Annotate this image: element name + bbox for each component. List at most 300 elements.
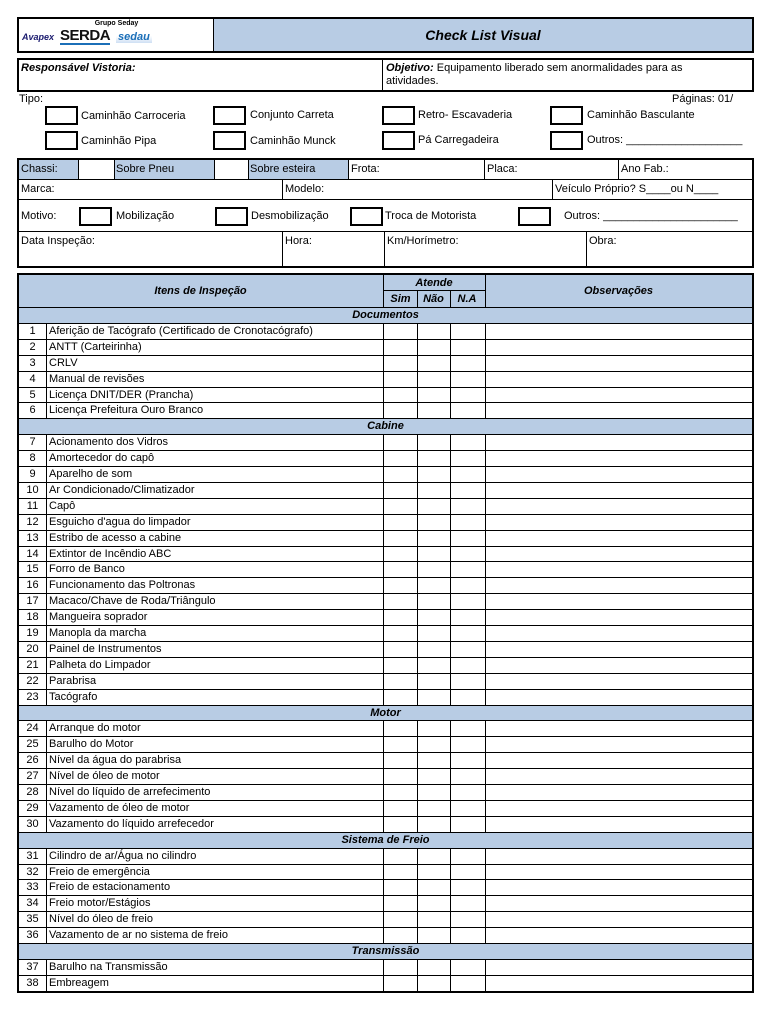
- na-cell[interactable]: [451, 880, 485, 895]
- nao-cell[interactable]: [418, 674, 451, 689]
- nao-cell[interactable]: [418, 976, 451, 991]
- tipo-caminhao-pipa: Caminhão Pipa: [81, 135, 157, 147]
- item-description: Vazamento de óleo de motor: [49, 801, 190, 814]
- sim-cell[interactable]: [384, 817, 417, 832]
- table-row: [19, 784, 752, 800]
- na-cell[interactable]: [451, 499, 485, 514]
- observacoes-cell[interactable]: [486, 849, 752, 864]
- sim-header: Sim: [390, 293, 411, 305]
- na-cell[interactable]: [451, 594, 485, 609]
- item-number: 10: [26, 483, 39, 496]
- table-row: [19, 514, 752, 530]
- tipo-pa-carregadeira: Pá Carregadeira: [418, 134, 499, 146]
- table-row: [19, 546, 752, 562]
- na-cell[interactable]: [451, 610, 485, 625]
- item-description: Acionamento dos Vidros: [49, 436, 169, 449]
- nao-cell[interactable]: [418, 531, 451, 546]
- observacoes-cell[interactable]: [486, 642, 752, 657]
- nao-cell[interactable]: [418, 753, 451, 768]
- item-description: Painel de Instrumentos: [49, 642, 162, 655]
- observacoes-cell[interactable]: [486, 435, 752, 450]
- na-cell[interactable]: [451, 753, 485, 768]
- sobre-esteira-label: Sobre esteira: [250, 163, 316, 175]
- na-cell[interactable]: [451, 547, 485, 562]
- table-row: [19, 720, 752, 736]
- itens-header: Itens de Inspeção: [154, 285, 247, 297]
- sim-cell[interactable]: [384, 372, 417, 387]
- na-cell[interactable]: [451, 578, 485, 593]
- na-cell[interactable]: [451, 388, 485, 403]
- sobre-pneu-label: Sobre Pneu: [116, 163, 175, 175]
- sim-cell[interactable]: [384, 499, 417, 514]
- table-row: [19, 864, 752, 880]
- nao-cell[interactable]: [418, 515, 451, 530]
- checkbox-retro-escavaderia[interactable]: [382, 106, 415, 125]
- table-row: [19, 387, 752, 403]
- tipo-retro-escavaderia: Retro- Escavaderia: [418, 109, 513, 121]
- item-description: Cilindro de ar/Água no cilindro: [49, 849, 197, 862]
- observacoes-cell[interactable]: [486, 817, 752, 832]
- sedau-logo: sedau: [118, 31, 150, 43]
- hora-label: Hora:: [285, 235, 312, 247]
- observacoes-cell[interactable]: [486, 976, 752, 991]
- item-description: Mangueira soprador: [49, 611, 148, 624]
- na-cell[interactable]: [451, 912, 485, 927]
- nao-cell[interactable]: [418, 737, 451, 752]
- sim-cell[interactable]: [384, 880, 417, 895]
- observacoes-cell[interactable]: [486, 356, 752, 371]
- na-cell[interactable]: [451, 451, 485, 466]
- na-cell[interactable]: [451, 674, 485, 689]
- desmobilizacao-label: Desmobilização: [251, 210, 329, 222]
- section-header: Motor: [19, 705, 752, 721]
- nao-cell[interactable]: [418, 324, 451, 339]
- nao-cell[interactable]: [418, 562, 451, 577]
- checkbox-troca-motorista[interactable]: [350, 207, 383, 226]
- na-cell[interactable]: [451, 467, 485, 482]
- sim-cell[interactable]: [384, 642, 417, 657]
- objetivo-text: Equipamento liberado sem anormalidades para as: [436, 62, 683, 74]
- observacoes-cell[interactable]: [486, 451, 752, 466]
- table-row: [19, 498, 752, 514]
- item-number: 6: [29, 404, 36, 417]
- na-cell[interactable]: [451, 626, 485, 641]
- group-name: Grupo Seday: [94, 20, 139, 27]
- item-number: 30: [26, 817, 39, 830]
- item-number: 12: [26, 515, 39, 528]
- observacoes-cell[interactable]: [486, 753, 752, 768]
- sim-cell[interactable]: [384, 578, 417, 593]
- na-cell[interactable]: [451, 515, 485, 530]
- item-description: Esguicho d'agua do limpador: [49, 515, 191, 528]
- item-description: Nível de óleo de motor: [49, 770, 160, 783]
- item-number: 35: [26, 913, 39, 926]
- nao-cell[interactable]: [418, 769, 451, 784]
- na-cell[interactable]: [451, 769, 485, 784]
- observacoes-cell[interactable]: [486, 626, 752, 641]
- table-row: [19, 593, 752, 609]
- nao-cell[interactable]: [418, 372, 451, 387]
- observacoes-cell[interactable]: [486, 594, 752, 609]
- sim-cell[interactable]: [384, 674, 417, 689]
- ano-fab-label: Ano Fab.:: [621, 163, 669, 175]
- sim-cell[interactable]: [384, 562, 417, 577]
- na-cell[interactable]: [451, 531, 485, 546]
- motivo-label: Motivo:: [21, 210, 57, 222]
- table-row: [19, 466, 752, 482]
- sim-cell[interactable]: [384, 801, 417, 816]
- item-number: 36: [26, 929, 39, 942]
- modelo-label: Modelo:: [285, 183, 325, 195]
- sim-cell[interactable]: [384, 626, 417, 641]
- sim-cell[interactable]: [384, 721, 417, 736]
- sim-cell[interactable]: [384, 483, 417, 498]
- sim-cell[interactable]: [384, 610, 417, 625]
- data-inspecao-label: Data Inspeção:: [21, 235, 95, 247]
- nao-cell[interactable]: [418, 610, 451, 625]
- item-number: 5: [29, 388, 36, 401]
- tipo-outros: Outros: ___________________: [587, 134, 743, 146]
- sim-cell[interactable]: [384, 753, 417, 768]
- sim-cell[interactable]: [384, 912, 417, 927]
- na-cell[interactable]: [451, 865, 485, 880]
- item-number: 9: [29, 468, 36, 480]
- observacoes-cell[interactable]: [486, 483, 752, 498]
- observacoes-cell[interactable]: [486, 562, 752, 577]
- nao-cell[interactable]: [418, 499, 451, 514]
- sim-cell[interactable]: [384, 547, 417, 562]
- observacoes-cell[interactable]: [486, 880, 752, 895]
- observacoes-cell[interactable]: [486, 467, 752, 482]
- item-description: Manopla da marcha: [49, 627, 147, 639]
- item-number: 25: [26, 738, 39, 751]
- observacoes-cell[interactable]: [486, 547, 752, 562]
- troca-motorista-label: Troca de Motorista: [385, 210, 477, 222]
- nao-cell[interactable]: [418, 960, 451, 975]
- checkbox-desmobilizacao[interactable]: [215, 207, 248, 226]
- item-description: Macaco/Chave de Roda/Triângulo: [49, 595, 216, 608]
- observacoes-cell[interactable]: [486, 721, 752, 736]
- item-number: 29: [26, 801, 39, 814]
- na-cell[interactable]: [451, 849, 485, 864]
- table-row: [19, 577, 752, 593]
- item-number: 24: [26, 722, 39, 735]
- item-description: Barulho na Transmissão: [49, 960, 168, 973]
- item-number: 14: [26, 547, 39, 560]
- nao-cell[interactable]: [418, 578, 451, 593]
- nao-cell[interactable]: [418, 880, 451, 895]
- item-description: Palheta do Limpador: [49, 658, 151, 671]
- item-number: 3: [29, 356, 36, 369]
- item-number: 27: [26, 770, 39, 783]
- item-number: 8: [29, 452, 36, 465]
- observacoes-cell[interactable]: [486, 515, 752, 530]
- item-description: Nível do líquido de arrefecimento: [49, 786, 211, 798]
- table-row: [19, 561, 752, 577]
- item-description: Parabrisa: [49, 674, 97, 687]
- item-number: 17: [26, 595, 39, 608]
- observacoes-cell[interactable]: [486, 801, 752, 816]
- item-description: Aparelho de som: [49, 468, 133, 480]
- na-cell[interactable]: [451, 976, 485, 991]
- checkbox-caminhao-carroceria[interactable]: [45, 106, 78, 125]
- item-description: Nível do óleo de freio: [49, 913, 153, 926]
- checkbox-caminhao-munck[interactable]: [213, 131, 246, 150]
- sim-cell[interactable]: [384, 865, 417, 880]
- item-description: Freio de emergência: [49, 865, 150, 878]
- na-cell[interactable]: [451, 817, 485, 832]
- item-description: Freio de estacionamento: [49, 881, 171, 894]
- section-header: Documentos: [19, 307, 752, 323]
- observacoes-cell[interactable]: [486, 769, 752, 784]
- item-number: 28: [26, 786, 39, 798]
- table-row: [19, 800, 752, 816]
- table-row: [19, 371, 752, 387]
- table-row: [19, 911, 752, 927]
- observacoes-cell[interactable]: [486, 785, 752, 800]
- table-row: [19, 689, 752, 705]
- sim-cell[interactable]: [384, 785, 417, 800]
- observacoes-header: Observações: [583, 285, 654, 297]
- veiculo-proprio-label: Veículo Próprio? S____ou N____: [555, 183, 719, 195]
- sim-cell[interactable]: [384, 769, 417, 784]
- nao-cell[interactable]: [418, 451, 451, 466]
- na-cell[interactable]: [451, 403, 485, 418]
- item-description: Extintor de Incêndio ABC: [49, 547, 172, 560]
- checkbox-conjunto-carreta[interactable]: [213, 106, 246, 125]
- nao-cell[interactable]: [418, 388, 451, 403]
- sim-cell[interactable]: [384, 435, 417, 450]
- na-cell[interactable]: [451, 737, 485, 752]
- observacoes-cell[interactable]: [486, 324, 752, 339]
- nao-cell[interactable]: [418, 626, 451, 641]
- item-number: 38: [26, 976, 39, 989]
- item-description: ANTT (Carteirinha): [49, 340, 142, 353]
- na-cell[interactable]: [451, 785, 485, 800]
- item-description: Aferição de Tacógrafo (Certificado de Cronotacógrafo): [49, 324, 313, 337]
- nao-cell[interactable]: [418, 721, 451, 736]
- observacoes-cell[interactable]: [486, 531, 752, 546]
- nao-cell[interactable]: [418, 817, 451, 832]
- objetivo-field: Objetivo: Equipamento liberado sem anormalidades para as atividades.: [386, 62, 683, 87]
- nao-header: Não: [423, 293, 444, 305]
- checkbox-caminhao-pipa[interactable]: [45, 131, 78, 150]
- observacoes-cell[interactable]: [486, 610, 752, 625]
- checkbox-pa-carregadeira[interactable]: [382, 131, 415, 150]
- sim-cell[interactable]: [384, 467, 417, 482]
- sim-cell[interactable]: [384, 531, 417, 546]
- nao-cell[interactable]: [418, 912, 451, 927]
- na-cell[interactable]: [451, 562, 485, 577]
- item-description: Arranque do motor: [49, 722, 141, 735]
- na-cell[interactable]: [451, 960, 485, 975]
- table-row: [19, 736, 752, 752]
- item-description: Funcionamento das Poltronas: [49, 579, 196, 592]
- checkbox-mobilizacao[interactable]: [79, 207, 112, 226]
- item-description: Licença DNIT/DER (Prancha): [49, 388, 194, 401]
- sim-cell[interactable]: [384, 403, 417, 418]
- observacoes-cell[interactable]: [486, 912, 752, 927]
- item-number: 2: [29, 340, 36, 353]
- sim-cell[interactable]: [384, 340, 417, 355]
- table-row: [19, 927, 752, 943]
- avapex-logo: Avapex: [22, 32, 55, 42]
- item-number: 13: [26, 531, 39, 544]
- sim-cell[interactable]: [384, 896, 417, 911]
- item-number: 15: [26, 563, 39, 576]
- nao-cell[interactable]: [418, 865, 451, 880]
- item-description: Amortecedor do capô: [49, 452, 155, 465]
- sim-cell[interactable]: [384, 451, 417, 466]
- frota-label: Frota:: [351, 163, 380, 175]
- observacoes-cell[interactable]: [486, 372, 752, 387]
- objetivo-text-2: atividades.: [386, 75, 439, 87]
- nao-cell[interactable]: [418, 642, 451, 657]
- km-horimetro-label: Km/Horímetro:: [387, 235, 459, 247]
- section-header: Sistema de Freio: [19, 832, 752, 848]
- nao-cell[interactable]: [418, 658, 451, 673]
- table-row: [19, 879, 752, 895]
- nao-cell[interactable]: [418, 849, 451, 864]
- na-cell[interactable]: [451, 372, 485, 387]
- item-number: 1: [29, 324, 36, 337]
- item-number: 20: [26, 642, 39, 655]
- sim-cell[interactable]: [384, 737, 417, 752]
- tipo-caminhao-basculante: Caminhão Basculante: [587, 109, 695, 121]
- item-number: 11: [26, 499, 39, 512]
- nao-cell[interactable]: [418, 547, 451, 562]
- na-cell[interactable]: [451, 483, 485, 498]
- item-description: Vazamento do líquido arrefecedor: [49, 817, 214, 830]
- sim-cell[interactable]: [384, 976, 417, 991]
- item-description: Nível da água do parabrisa: [49, 754, 182, 767]
- na-cell[interactable]: [451, 435, 485, 450]
- na-cell[interactable]: [451, 928, 485, 943]
- table-row: [19, 530, 752, 546]
- sim-cell[interactable]: [384, 515, 417, 530]
- section-header: Cabine: [19, 418, 752, 434]
- table-row: [19, 323, 752, 339]
- observacoes-cell[interactable]: [486, 960, 752, 975]
- nao-cell[interactable]: [418, 403, 451, 418]
- observacoes-cell[interactable]: [486, 578, 752, 593]
- sim-cell[interactable]: [384, 928, 417, 943]
- item-number: 23: [26, 690, 39, 703]
- placa-label: Placa:: [487, 163, 518, 175]
- item-description: CRLV: [49, 356, 78, 369]
- sim-cell[interactable]: [384, 594, 417, 609]
- checkbox-caminhao-basculante[interactable]: [550, 106, 583, 125]
- nao-cell[interactable]: [418, 896, 451, 911]
- table-row: [19, 402, 752, 418]
- nao-cell[interactable]: [418, 928, 451, 943]
- sim-cell[interactable]: [384, 690, 417, 705]
- item-number: 37: [26, 960, 39, 973]
- nao-cell[interactable]: [418, 340, 451, 355]
- observacoes-cell[interactable]: [486, 865, 752, 880]
- sim-cell[interactable]: [384, 388, 417, 403]
- item-number: 7: [29, 436, 36, 449]
- na-cell[interactable]: [451, 896, 485, 911]
- nao-cell[interactable]: [418, 483, 451, 498]
- na-cell[interactable]: [451, 801, 485, 816]
- sim-cell[interactable]: [384, 849, 417, 864]
- tipo-label: Tipo:: [19, 93, 44, 105]
- na-cell[interactable]: [451, 356, 485, 371]
- nao-cell[interactable]: [418, 801, 451, 816]
- observacoes-cell[interactable]: [486, 737, 752, 752]
- nao-cell[interactable]: [418, 690, 451, 705]
- observacoes-cell[interactable]: [486, 928, 752, 943]
- page-title: Check List Visual: [214, 19, 752, 51]
- nao-cell[interactable]: [418, 785, 451, 800]
- table-row: [19, 752, 752, 768]
- company-logos: [19, 19, 214, 51]
- atende-header: Atende: [415, 277, 453, 289]
- item-number: 31: [26, 849, 39, 862]
- nao-cell[interactable]: [418, 594, 451, 609]
- checkbox-outros-motivo[interactable]: [518, 207, 551, 226]
- na-cell[interactable]: [451, 658, 485, 673]
- sim-cell[interactable]: [384, 960, 417, 975]
- sim-cell[interactable]: [384, 658, 417, 673]
- marca-label: Marca:: [21, 183, 55, 195]
- item-number: 18: [26, 611, 39, 624]
- item-number: 33: [26, 881, 39, 894]
- observacoes-cell[interactable]: [486, 896, 752, 911]
- table-row: [19, 339, 752, 355]
- mobilizacao-label: Mobilização: [116, 210, 175, 222]
- item-description: Tacógrafo: [49, 690, 98, 703]
- nao-cell[interactable]: [418, 356, 451, 371]
- item-description: Manual de revisões: [49, 372, 145, 385]
- na-cell[interactable]: [451, 642, 485, 657]
- observacoes-cell[interactable]: [486, 674, 752, 689]
- nao-cell[interactable]: [418, 467, 451, 482]
- na-header: N.A: [457, 293, 477, 305]
- table-row: [19, 975, 752, 991]
- nao-cell[interactable]: [418, 435, 451, 450]
- observacoes-cell[interactable]: [486, 340, 752, 355]
- na-cell[interactable]: [451, 721, 485, 736]
- obra-label: Obra:: [589, 235, 617, 247]
- observacoes-cell[interactable]: [486, 690, 752, 705]
- observacoes-cell[interactable]: [486, 658, 752, 673]
- sim-cell[interactable]: [384, 324, 417, 339]
- item-description: Vazamento de ar no sistema de freio: [49, 929, 228, 942]
- sim-cell[interactable]: [384, 356, 417, 371]
- checkbox-outros-tipo[interactable]: [550, 131, 583, 150]
- item-number: 34: [26, 897, 39, 910]
- na-cell[interactable]: [451, 340, 485, 355]
- vehicle-info-box: [17, 158, 754, 268]
- na-cell[interactable]: [451, 690, 485, 705]
- observacoes-cell[interactable]: [486, 499, 752, 514]
- na-cell[interactable]: [451, 324, 485, 339]
- table-row: [19, 641, 752, 657]
- form-header: [17, 17, 754, 53]
- table-row: [19, 355, 752, 371]
- observacoes-cell[interactable]: [486, 388, 752, 403]
- table-row: [19, 816, 752, 832]
- item-number: 21: [26, 658, 39, 671]
- table-row: [19, 768, 752, 784]
- item-description: Capô: [49, 499, 76, 512]
- tipo-caminhao-carroceria: Caminhão Carroceria: [81, 110, 186, 122]
- item-description: Forro de Banco: [49, 563, 125, 576]
- observacoes-cell[interactable]: [486, 403, 752, 418]
- item-number: 22: [26, 674, 39, 687]
